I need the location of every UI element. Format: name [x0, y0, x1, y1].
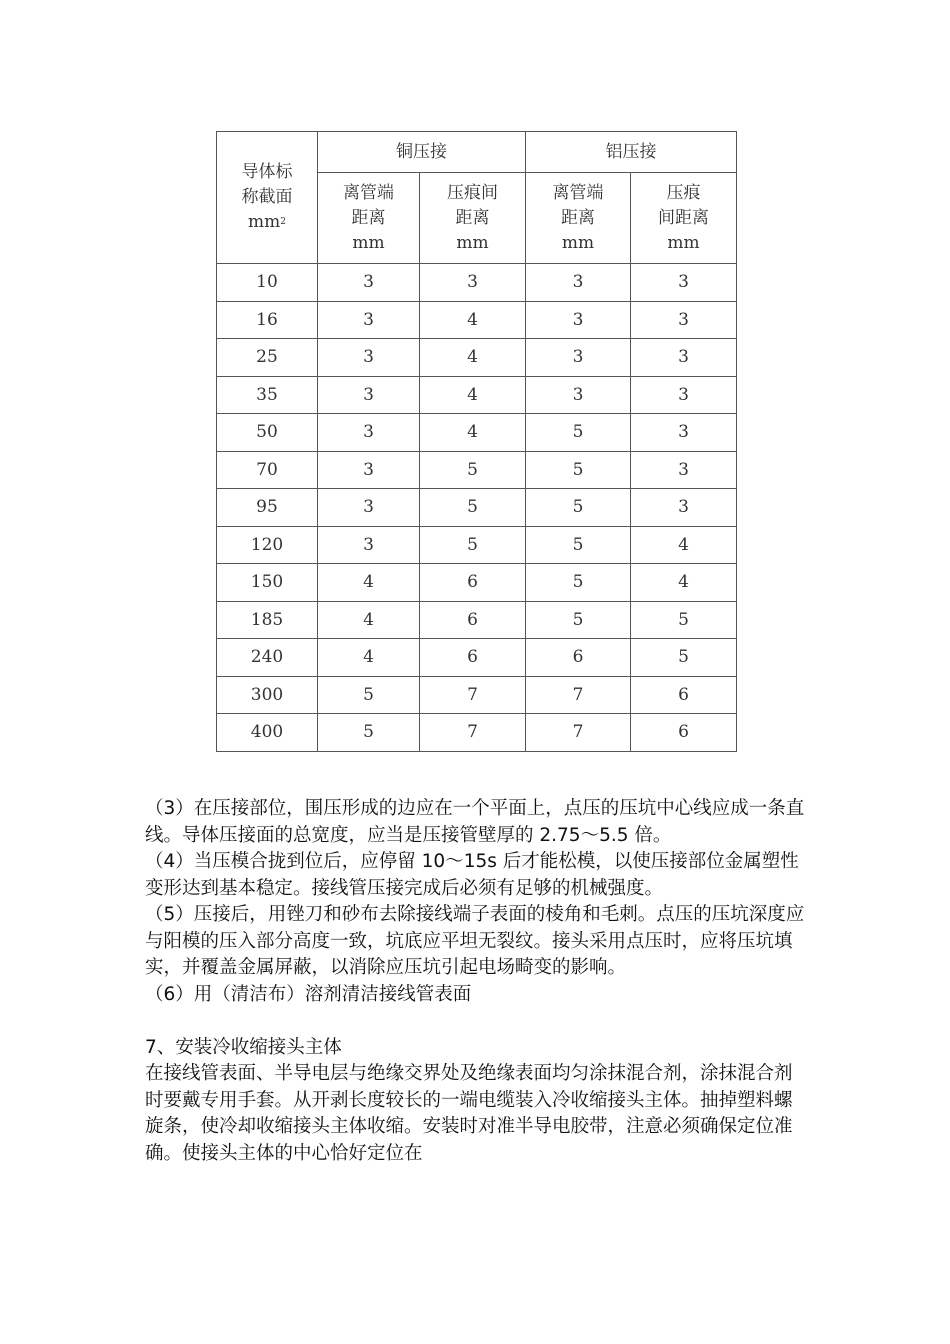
sub-header-cell — [631, 173, 737, 264]
table-header-row-1 — [217, 132, 737, 173]
distance-cell: 7 — [420, 676, 526, 714]
table-row — [217, 676, 737, 714]
distance-cell: 3 — [420, 264, 526, 302]
table-body — [217, 264, 737, 752]
table-row — [217, 639, 737, 677]
cross-section-cell: 400 — [217, 714, 318, 752]
cross-section-cell: 10 — [217, 264, 318, 302]
distance-cell: 3 — [631, 414, 737, 452]
paragraph-step-3: （3）在压接部位，围压形成的边应在一个平面上，点压的压坑中心线应成一条直线。导体压接面的总宽度，应当是压接管壁厚的 2.75～5.5 倍。 — [145, 798, 805, 846]
crimp-spacing-table — [216, 131, 737, 752]
distance-cell: 3 — [526, 376, 631, 414]
distance-cell: 4 — [420, 414, 526, 452]
cross-section-cell: 25 — [217, 339, 318, 377]
distance-cell: 5 — [631, 639, 737, 677]
cross-section-cell: 185 — [217, 601, 318, 639]
distance-cell: 4 — [318, 564, 420, 602]
table-row — [217, 264, 737, 302]
sub-header-line: 离管端 — [552, 182, 604, 203]
table-row — [217, 451, 737, 489]
distance-cell: 5 — [318, 676, 420, 714]
distance-cell: 6 — [420, 564, 526, 602]
distance-cell: 3 — [318, 339, 420, 377]
paragraph-gap — [145, 1008, 810, 1035]
distance-cell: 3 — [526, 264, 631, 302]
sub-header-unit: mm — [561, 232, 595, 253]
distance-cell: 5 — [526, 414, 631, 452]
stub-header-line: 导体标 — [241, 162, 293, 182]
distance-cell: 5 — [526, 489, 631, 527]
distance-cell: 6 — [526, 639, 631, 677]
distance-cell: 4 — [420, 376, 526, 414]
table-row — [217, 714, 737, 752]
sub-header-line: 距离 — [455, 207, 490, 228]
sub-header-line: 间距离 — [658, 207, 709, 228]
table-row — [217, 339, 737, 377]
stub-header-unit-sup: 2 — [280, 217, 286, 227]
stub-header-unit: mm — [248, 212, 281, 232]
stub-header-cell — [217, 132, 318, 264]
sub-header-unit: mm — [456, 232, 489, 253]
distance-cell: 3 — [318, 489, 420, 527]
sub-header-unit: mm — [667, 232, 700, 253]
distance-cell: 5 — [318, 714, 420, 752]
distance-cell: 3 — [318, 451, 420, 489]
sub-header-line: 距离 — [351, 207, 386, 228]
table-row — [217, 601, 737, 639]
distance-cell: 6 — [420, 601, 526, 639]
table-row — [217, 489, 737, 527]
distance-cell: 5 — [631, 601, 737, 639]
sub-header-cell — [420, 173, 526, 264]
distance-cell: 3 — [318, 526, 420, 564]
cross-section-cell: 35 — [217, 376, 318, 414]
distance-cell: 5 — [526, 451, 631, 489]
distance-cell: 6 — [420, 639, 526, 677]
distance-cell: 6 — [631, 676, 737, 714]
group-header-aluminum: 铝压接 — [526, 132, 737, 173]
distance-cell: 3 — [631, 451, 737, 489]
distance-cell: 5 — [526, 526, 631, 564]
distance-cell: 5 — [420, 489, 526, 527]
distance-cell: 4 — [420, 339, 526, 377]
distance-cell: 3 — [526, 301, 631, 339]
sub-header-cell — [526, 173, 631, 264]
sub-header-line: 距离 — [561, 207, 595, 228]
distance-cell: 4 — [631, 526, 737, 564]
crimp-spacing-table-wrapper — [216, 131, 736, 752]
distance-cell: 5 — [526, 564, 631, 602]
cross-section-cell: 150 — [217, 564, 318, 602]
distance-cell: 3 — [631, 264, 737, 302]
distance-cell: 4 — [318, 601, 420, 639]
distance-cell: 5 — [526, 601, 631, 639]
section-title: 7、安装冷收缩接头主体 — [145, 1036, 342, 1058]
table-row — [217, 301, 737, 339]
distance-cell: 7 — [420, 714, 526, 752]
table-row — [217, 526, 737, 564]
distance-cell: 3 — [631, 376, 737, 414]
cross-section-cell: 95 — [217, 489, 318, 527]
distance-cell: 3 — [318, 376, 420, 414]
paragraph-step-4: （4）当压模合拢到位后，应停留 10～15s 后才能松模，以使压接部位金属塑性变形达到基本稳定。接线管压接完成后必须有足够的机械强度。 — [145, 851, 799, 899]
paragraph-step-6: （6）用（清洁布）溶剂清洁接线管表面 — [145, 983, 472, 1005]
cross-section-cell: 120 — [217, 526, 318, 564]
cross-section-cell: 240 — [217, 639, 318, 677]
paragraph-step-5: （5）压接后，用锉刀和砂布去除接线端子表面的棱角和毛刺。点压的压坑深度应与阳模的压入部分高度一致，坑底应平坦无裂纹。接头采用点压时，应将压坑填实，并覆盖金属屏蔽，以消除应压坑引起电场畸变的影响。 — [145, 904, 805, 978]
distance-cell: 4 — [631, 564, 737, 602]
distance-cell: 3 — [318, 301, 420, 339]
sub-header-unit: mm — [352, 232, 385, 253]
distance-cell: 7 — [526, 714, 631, 752]
group-header-copper: 铜压接 — [318, 132, 526, 173]
distance-cell: 4 — [318, 639, 420, 677]
sub-header-cell — [318, 173, 420, 264]
section-body: 在接线管表面、半导电层与绝缘交界处及绝缘表面均匀涂抹混合剂，涂抹混合剂时要戴专用手套。从开剥长度较长的一端电缆装入冷收缩接头主体。抽掉塑料螺旋条，使冷却收缩接头主体收缩。安装时对准半导电胶带，注意必须确保定位准确。使接头主体的中心恰好定位在 — [145, 1063, 793, 1164]
distance-cell: 3 — [318, 414, 420, 452]
sub-header-line: 压痕 — [666, 182, 701, 203]
distance-cell: 6 — [631, 714, 737, 752]
distance-cell: 3 — [631, 489, 737, 527]
body-text-block — [145, 796, 810, 1167]
distance-cell: 3 — [631, 339, 737, 377]
distance-cell: 5 — [420, 526, 526, 564]
cross-section-cell: 16 — [217, 301, 318, 339]
distance-cell: 5 — [420, 451, 526, 489]
sub-header-line: 离管端 — [343, 182, 394, 203]
table-row — [217, 414, 737, 452]
sub-header-line: 压痕间 — [447, 182, 498, 203]
distance-cell: 3 — [318, 264, 420, 302]
distance-cell: 3 — [631, 301, 737, 339]
table-row — [217, 376, 737, 414]
cross-section-cell: 50 — [217, 414, 318, 452]
table-row — [217, 564, 737, 602]
cross-section-cell: 300 — [217, 676, 318, 714]
cross-section-cell: 70 — [217, 451, 318, 489]
distance-cell: 7 — [526, 676, 631, 714]
distance-cell: 4 — [420, 301, 526, 339]
distance-cell: 3 — [526, 339, 631, 377]
stub-header-line: 称截面 — [241, 187, 293, 207]
